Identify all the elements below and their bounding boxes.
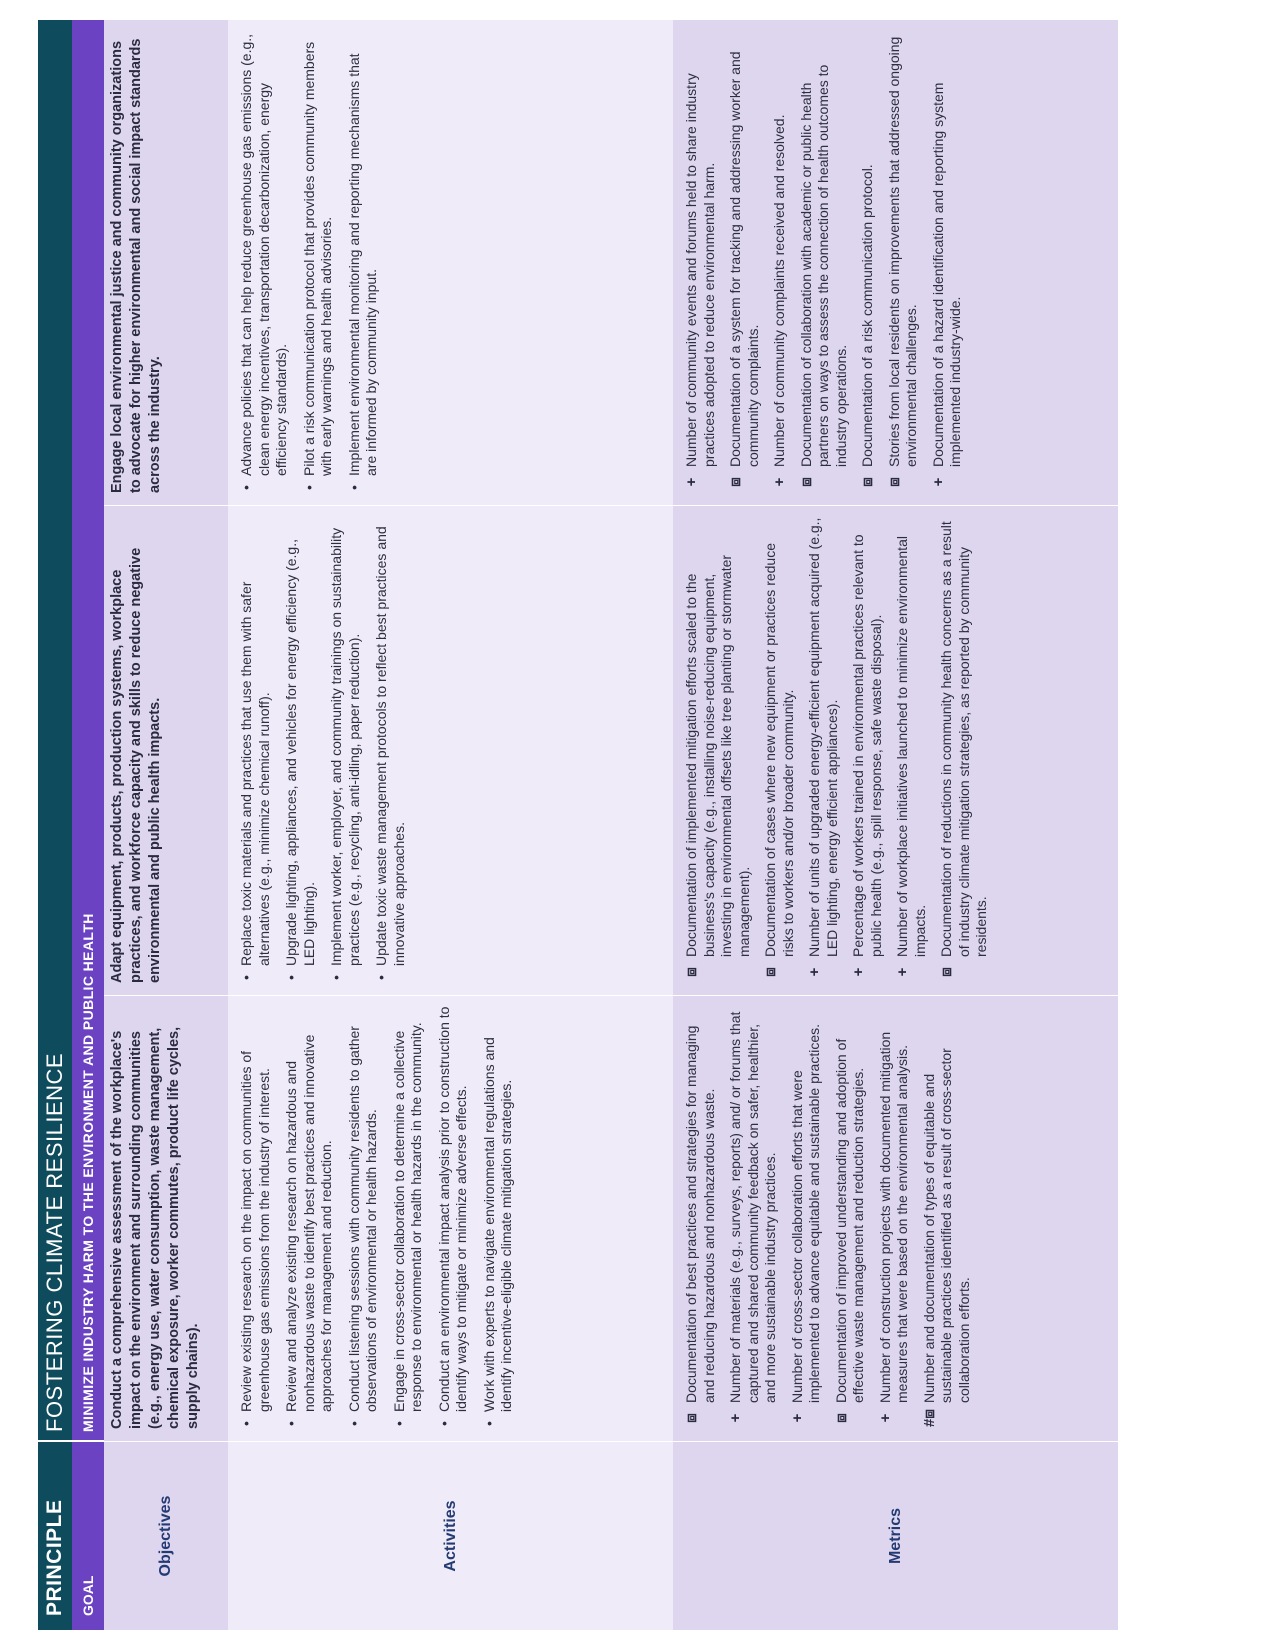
metrics-list — [683, 516, 991, 983]
metric-text: Documentation of reductions in community health concerns as a result of industry climate mitigation strategies, as reported by community residents. — [938, 521, 989, 957]
metric-text: Percentage of workers trained in environmental practices relevant to public health (e.g., spill response, safe waste disposal). — [850, 534, 884, 957]
metric-item — [850, 516, 885, 983]
plus-icon: + — [894, 967, 911, 977]
goal-row — [72, 20, 104, 1630]
metric-text: Number of community complaints received and resolved. — [771, 114, 787, 467]
principle-label: PRINCIPLE — [38, 1442, 72, 1630]
plus-icon: + — [929, 477, 947, 487]
metric-text: Documentation of cases where new equipment or practices reduce risks to workers and/or broader community. — [762, 543, 796, 957]
activity-item: • Replace toxic materials and practices that use them with safer alternatives (e.g., minimize chemical runoff). — [238, 516, 273, 983]
metric-text: Number of community events and forums held to share industry practices adopted to reduce environmental harm. — [683, 73, 717, 467]
goal-title: MINIMIZE INDUSTRY HARM TO THE ENVIRONMENT AND PUBLIC HEALTH — [72, 913, 104, 1442]
objective-1: Conduct a comprehensive assessment of the workplace's impact on the environment and surrounding communities (e.g., energy use, water consumption, waste management, chemical exposure, worker commutes, product life cycles, supply chains). — [104, 996, 228, 1442]
metric-item — [683, 1006, 718, 1429]
plus-icon: + — [788, 1413, 806, 1423]
activity-item: • Review and analyze existing research on hazardous and nonhazardous waste to identify best practices and innovative approaches for management and reduction. — [283, 1006, 336, 1429]
metrics-row — [673, 20, 1118, 1630]
objective-2: Adapt equipment, products, production systems, workplace practices, and workforce capacity and skills to reduce negative environmental and public health impacts. — [104, 506, 228, 996]
activity-item: • Engage in cross-sector collaboration to determine a collective response to environmental or health hazards in the community. — [391, 1006, 426, 1429]
objectives-row — [104, 20, 228, 1630]
objective-3: Engage local environmental justice and community organizations to advocate for higher environmental and social impact standards across the industry. — [104, 20, 228, 506]
metric-item — [894, 516, 929, 983]
metric-item — [859, 30, 877, 493]
principle-title: FOSTERING CLIMATE RESILIENCE — [38, 1053, 72, 1442]
metrics-label: Metrics — [886, 1507, 904, 1565]
metric-item — [806, 516, 841, 983]
metric-item — [727, 30, 762, 493]
metric-text: Number of cross-sector collaboration efforts that were implemented to advance equitable and sustainable practices. — [788, 1023, 822, 1403]
plus-icon: + — [683, 477, 700, 487]
metric-item — [683, 30, 718, 493]
activities-label: Activities — [441, 1500, 459, 1572]
metric-text: Documentation of improved understanding and adoption of effective waste management and reduction strategies. — [832, 1038, 866, 1403]
metrics-list — [683, 1006, 973, 1429]
activity-item: • Conduct listening sessions with community residents to gather observations of environmental or health hazards. — [346, 1006, 381, 1429]
metric-text: Number of units of upgraded energy-efficient equipment acquired (e.g., LED lighting, energy efficient appliances). — [806, 517, 840, 957]
metric-text: Number and documentation of types of equitable and sustainable practices identified as a result of cross-sector collaboration efforts. — [920, 1048, 972, 1403]
objectives-label: Objectives — [157, 1495, 174, 1577]
plus-icon: + — [806, 967, 823, 977]
document-icon: ⧈ — [727, 477, 744, 487]
metric-text: Documentation of a risk communication protocol. — [859, 164, 875, 467]
activities-list — [238, 516, 408, 983]
activities-row — [228, 20, 673, 1630]
metric-item — [798, 30, 851, 493]
metric-text: Stories from local residents on improvements that addressed ongoing environmental challenges. — [885, 36, 919, 467]
activity-item: • Conduct an environmental impact analysis prior to construction to identify ways to mitigate or minimize adverse effects. — [436, 1006, 471, 1429]
metric-item — [930, 30, 965, 493]
activities-list — [238, 1006, 516, 1429]
logic-model-table — [38, 20, 1118, 1630]
document-icon: ⧈ — [683, 967, 700, 977]
document-icon: ⧈ — [859, 477, 876, 487]
metric-item — [886, 30, 921, 493]
plus-icon: + — [771, 477, 788, 487]
activity-item: • Implement environmental monitoring and reporting mechanisms that are informed by community input. — [346, 30, 381, 493]
metric-item — [877, 1006, 912, 1429]
metric-text: Documentation of collaboration with academic or public health partners on ways to assess the connection of health outcomes to industry operations. — [797, 64, 849, 467]
activity-item: • Upgrade lighting, appliances, and vehicles for energy efficiency (e.g., LED lighting). — [283, 516, 318, 983]
hash-icon: #⧈ — [920, 1409, 938, 1427]
plus-icon: + — [727, 1413, 744, 1423]
metric-item — [789, 1006, 824, 1429]
metric-text: Number of workplace initiatives launched to minimize environmental impacts. — [894, 536, 928, 957]
activity-item: • Review existing research on the impact on communities of greenhouse gas emissions from the industry of interest. — [238, 1006, 273, 1429]
metric-text: Number of materials (e.g., surveys, reports) and/ or forums that captured and shared community feedback on safer, healthier, and more sustainable industry practices. — [727, 1011, 778, 1403]
activities-list — [238, 30, 381, 493]
document-icon: ⧈ — [885, 477, 903, 487]
metric-item — [683, 516, 753, 983]
document-icon: ⧈ — [683, 1413, 700, 1423]
metric-item — [921, 1006, 974, 1429]
document-icon: ⧈ — [832, 1413, 850, 1423]
document-icon: ⧈ — [762, 967, 779, 977]
goal-label: GOAL — [72, 1442, 104, 1630]
metric-item — [727, 1006, 780, 1429]
activity-item: • Implement worker, employer, and community trainings on sustainability practices (e.g., recycling, anti-idling, paper reduction). — [328, 516, 363, 983]
metric-text: Number of construction projects with documented mitigation measures that were based on the environmental analysis. — [876, 1031, 910, 1403]
metric-text: Documentation of implemented mitigation efforts scaled to the business's capacity (e.g., installing noise-reducing equipment, investing in environmental offsets like tree planting or stormwater management). — [683, 554, 752, 957]
principle-row — [38, 20, 72, 1630]
plus-icon: + — [876, 1413, 894, 1423]
document-icon: ⧈ — [938, 967, 955, 977]
metric-text: Documentation of best practices and strategies for managing and reducing hazardous and nonhazardous waste. — [683, 1025, 717, 1403]
activity-item: • Update toxic waste management protocols to reflect best practices and innovative approaches. — [373, 516, 408, 983]
activity-item: • Work with experts to navigate environmental regulations and identify incentive-eligible climate mitigation strategies. — [481, 1006, 516, 1429]
activity-item: • Pilot a risk communication protocol that provides community members with early warnings and health advisories. — [301, 30, 336, 493]
metric-item — [833, 1006, 868, 1429]
plus-icon: + — [850, 967, 867, 977]
metric-text: Documentation of a system for tracking and addressing worker and community complaints. — [727, 51, 761, 467]
document-icon: ⧈ — [797, 477, 815, 487]
metrics-list — [683, 30, 965, 493]
metric-text: Documentation of a hazard identification and reporting system implemented industry-wide. — [929, 82, 963, 467]
metric-item — [938, 516, 991, 983]
metric-item — [771, 30, 789, 493]
metric-item — [762, 516, 797, 983]
activity-item: • Advance policies that can help reduce greenhouse gas emissions (e.g., clean energy incentives, transportation decarbonization, energy efficiency standards). — [238, 30, 291, 493]
